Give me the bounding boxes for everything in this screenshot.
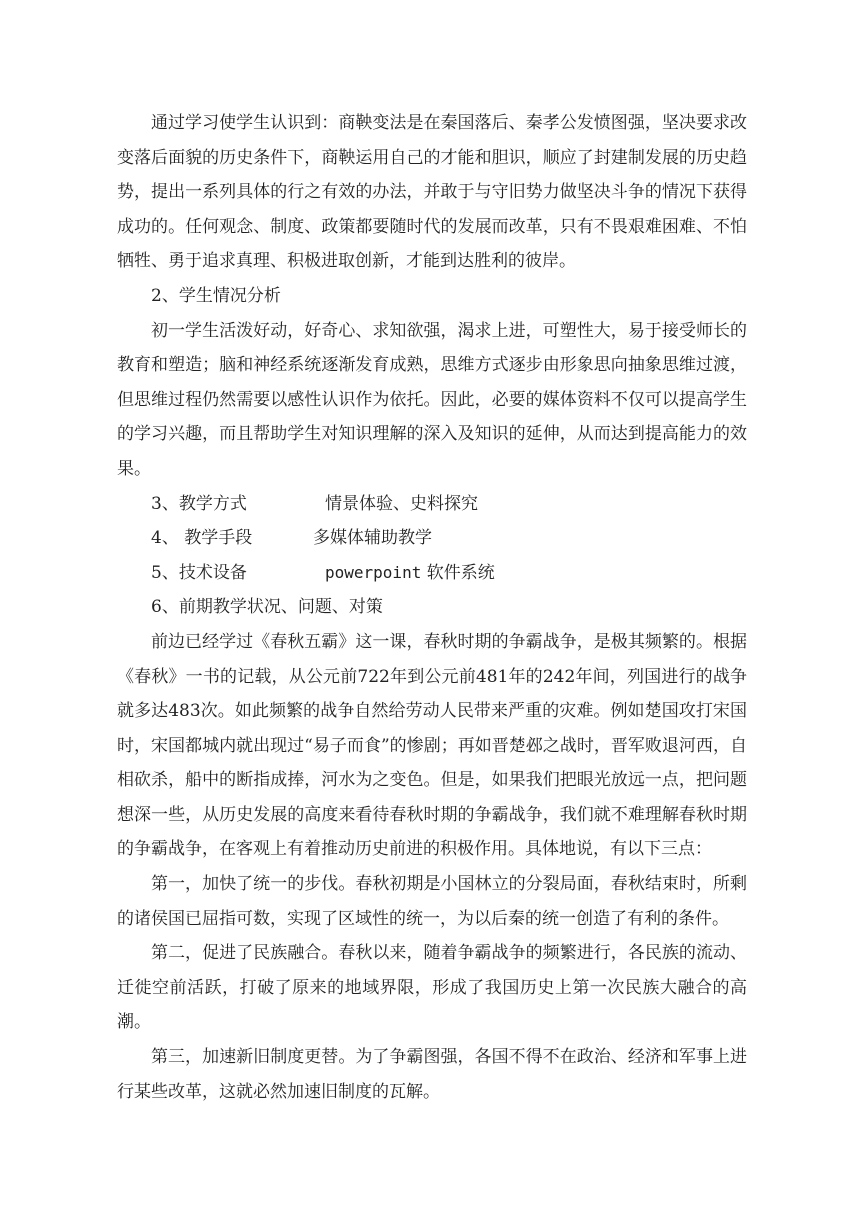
item-technical-equipment-value: [325, 556, 495, 591]
document-body: [117, 106, 747, 1109]
item-technical-equipment: [117, 556, 747, 591]
section-heading-student-analysis: 2、学生情况分析: [151, 285, 281, 306]
item-teaching-method-label: 3、教学方式: [151, 493, 247, 514]
paragraph-point-three: 第三，加速新旧制度更替。为了争霸图强，各国不得不在政治、经济和军事上进行某些改革，这就必然加速旧制度的瓦解。: [117, 1047, 747, 1102]
item-teaching-means-label: 4、 教学手段: [151, 528, 253, 549]
software-name: powerpoint: [325, 562, 422, 582]
section-heading-prior-teaching: 6、前期教学状况、问题、对策: [151, 597, 383, 618]
software-suffix: 软件系统: [421, 562, 495, 583]
paragraph-point-one: 第一，加快了统一的步伐。春秋初期是小国林立的分裂局面，春秋结束时，所剩的诸侯国已屈指可数，实现了区域性的统一，为以后秦的统一创造了有利的条件。: [117, 874, 747, 929]
item-teaching-means-value: 多媒体辅助教学: [313, 528, 432, 549]
item-teaching-method: [117, 487, 747, 522]
paragraph-point-two: 第二，促进了民族融合。春秋以来，随着争霸战争的频繁进行，各民族的流动、迁徙空前活跃，打破了原来的地域界限，形成了我国历史上第一次民族大融合的高潮。: [117, 943, 747, 1033]
item-teaching-means: [117, 521, 747, 556]
item-technical-equipment-label: 5、技术设备: [151, 562, 247, 583]
paragraph-student-analysis: 初一学生活泼好动，好奇心、求知欲强，渴求上进，可塑性大，易于接受师长的教育和塑造；脑和神经系统逐渐发育成熟，思维方式逐步由形象思向抽象思维过渡，但思维过程仍然需要以感性认识作为依托。因此，必要的媒体资料不仅可以提高学生的学习兴趣，而且帮助学生对知识理解的深入及知识的延伸，从而达到提高能力的效果。: [117, 320, 747, 479]
item-teaching-method-value: 情景体验、史料探究: [325, 493, 478, 514]
paragraph-prior-teaching: 前边已经学过《春秋五霸》这一课，春秋时期的争霸战争，是极其频繁的。根据《春秋》一书的记载，从公元前722年到公元前481年的242年间，列国进行的战争就多达483次。如此频繁的战争自然给劳动人民带来严重的灾难。例如楚国攻打宋国时，宋国都城内就出现过“易子而食”的惨剧；再如晋楚邲之战时，晋军败退河西，自相砍杀，船中的断指成捧，河水为之变色。但是，如果我们把眼光放远一点，把问题想深一些，从历史发展的高度来看待春秋时期的争霸战争，我们就不难理解春秋时期的争霸战争，在客观上有着推动历史前进的积极作用。具体地说，有以下三点：: [117, 631, 747, 860]
paragraph-learning-goal: 通过学习使学生认识到：商鞅变法是在秦国落后、秦孝公发愤图强，坚决要求改变落后面貌的历史条件下，商鞅运用自己的才能和胆识，顺应了封建制发展的历史趋势，提出一系列具体的行之有效的办法，并敢于与守旧势力做坚决斗争的情况下获得成功的。任何观念、制度、政策都要随时代的发展而改革，只有不畏艰难困难、不怕牺牲、勇于追求真理、积极进取创新，才能到达胜利的彼岸。: [117, 113, 747, 272]
